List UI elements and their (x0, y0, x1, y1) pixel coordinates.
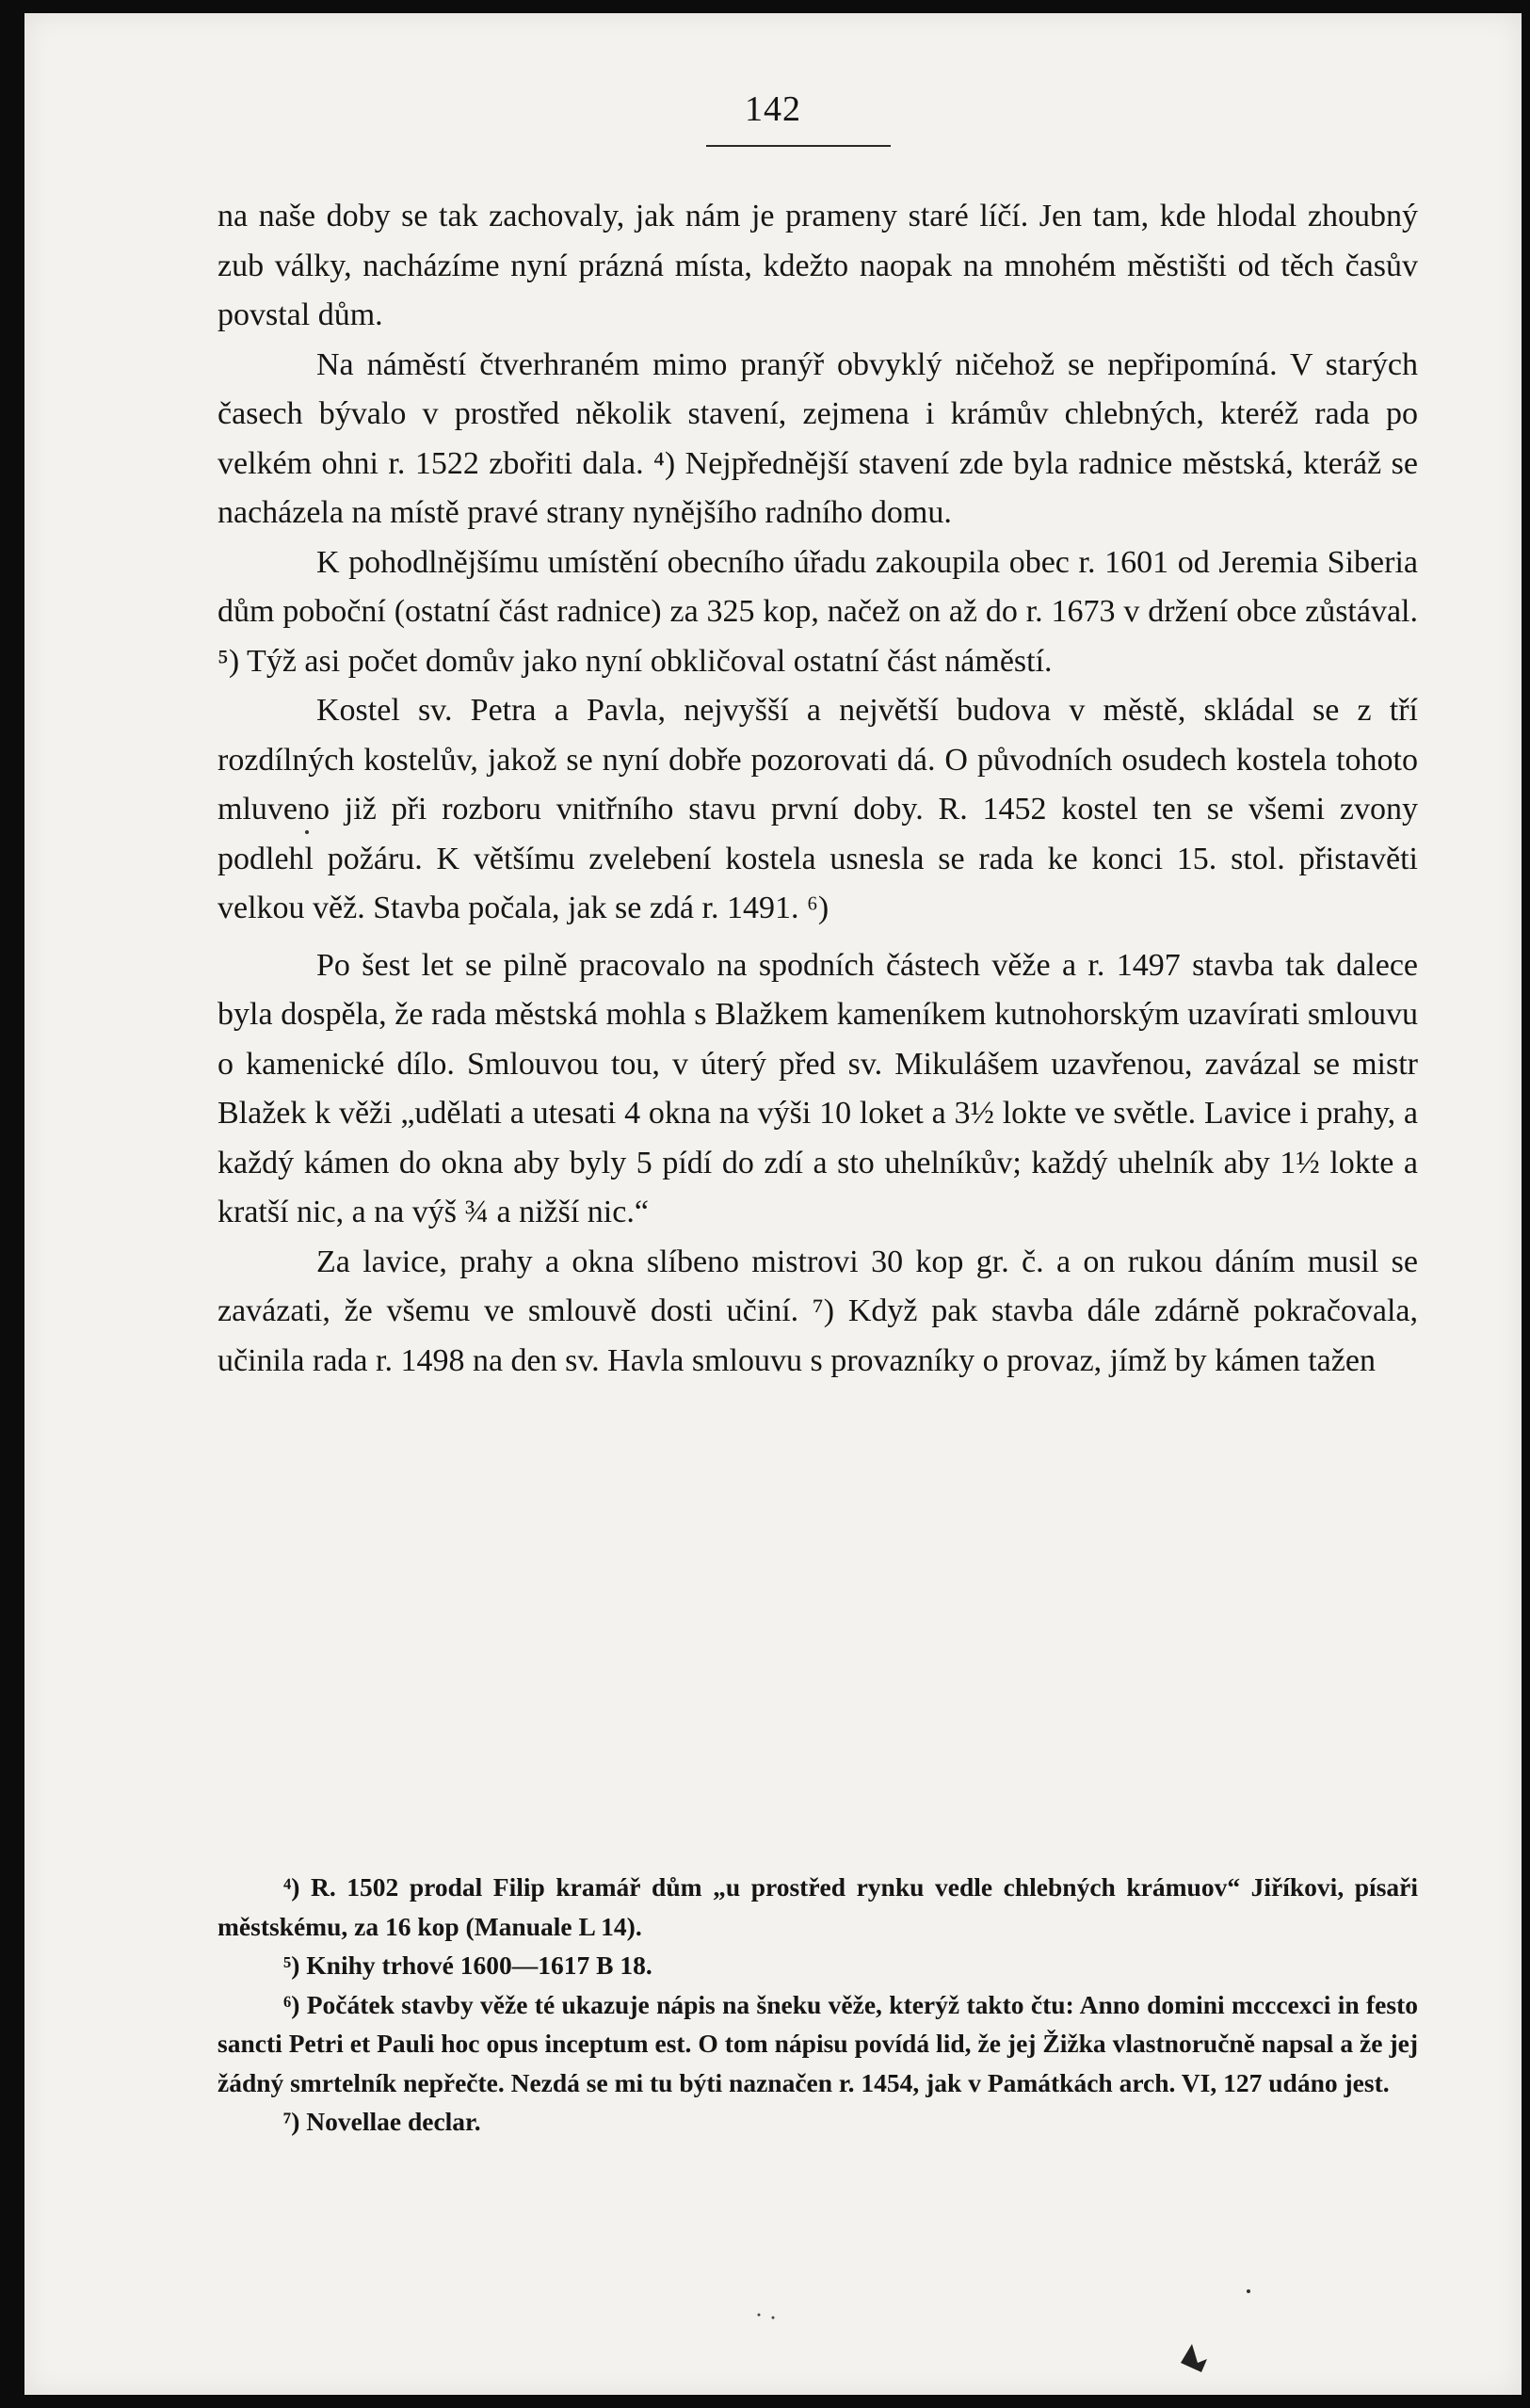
footnote: ⁷) Novellae declar. (283, 2107, 481, 2136)
paragraph: na naše doby se tak zachovaly, jak nám je prameny staré líčí. Jen tam, kde hlodal zhoubný zub války, nacházíme nyní prázná místa, kdežto naopak na mnohém městišti od těch časův povstal dům. (217, 199, 1418, 332)
paragraph: Po šest let se pilně pracovalo na spodních částech věže a r. 1497 stavba tak dalece byla dospěla, že rada městská mohla s Blažkem kameníkem kutnohorským uzavírati smlouvu o kamenické dílo. Smlouvou tou, v úterý před sv. Mikulášem uzavřenou, zavázal se mistr Blažek k věži „udělati a utesati 4 okna na výši 10 loket a 3½ lokte ve světle. Lavice i prahy, a každý kámen do okna aby byly 5 pídí do zdí a sto uhelníkův; každý uhelník aby 1½ lokte a kratší nic, a na výš ¾ a nižší nic.“ (217, 947, 1418, 1229)
body-text (217, 192, 1418, 1386)
paragraph: Kostel sv. Petra a Pavla, nejvyšší a největší budova v městě, skládal se z tří rozdílných kostelův, jakož se nyní dobře pozorovati dá. O původních osudech kostela tohoto mluveno již při rozboru vnitřního stavu první doby. R. 1452 kostel ten se všemi zvony podlehl požáru. K většímu zvelebení kostela usnesla se rada ke konci 15. stol. přistavěti velkou věž. Stavba počala, jak se zdá r. 1491. ⁶) (217, 693, 1418, 925)
page-number-rule (706, 145, 891, 147)
paragraph: K pohodlnějšímu umístění obecního úřadu zakoupila obec r. 1601 od Jeremia Siberia dům poboční (ostatní část radnice) za 325 kop, načež on až do r. 1673 v držení obce zůstával. ⁵) Týž asi počet domův jako nyní obkličoval ostatní část náměstí. (217, 544, 1418, 679)
paragraph: Na náměstí čtverhraném mimo pranýř obvyklý ničehož se nepřipomíná. V starých časech bývalo v prostřed několik stavení, zejmena i krámův chlebných, kteréž rada po velkém ohni r. 1522 zbořiti dala. ⁴) Nejpřednější stavení zde byla radnice městská, kteráž se nacházela na místě pravé strany nynějšího radního domu. (217, 346, 1418, 530)
ink-mark (1181, 2344, 1207, 2372)
footnote: ⁴) R. 1502 prodal Filip kramář dům „u prostřed rynku vedle chlebných krámuov“ Jiříkovi, písaři městskému, za 16 kop (Manuale L 14). (217, 1872, 1418, 1941)
scanned-page (24, 13, 1522, 2395)
footnote: ⁵) Knihy trhové 1600—1617 B 18. (283, 1950, 652, 1980)
page-number: 142 (745, 89, 801, 129)
speck (772, 2317, 775, 2320)
speck (1247, 2289, 1250, 2293)
footnote: ⁶) Počátek stavby věže té ukazuje nápis na šneku věže, kterýž takto čtu: Anno domini mcccexci in festo sancti Petri et Pauli hoc opus inceptum est. O tom nápisu povídá lid, že jej Žižka vlastnoručně napsal a že jej žádný smrtelník nepřečte. Nezdá se mi tu býti naznačen r. 1454, jak v Památkách arch. VI, 127 udáno jest. (217, 1989, 1418, 2097)
paragraph: Za lavice, prahy a okna slíbeno mistrovi 30 kop gr. č. a on rukou dáním musil se zavázati, že všemu ve smlouvě dosti učiní. ⁷) Když pak stavba dále zdárně pokračovala, učinila rada r. 1498 na den sv. Havla smlouvu s provazníky o provaz, jímž by kámen tažen (217, 1244, 1418, 1378)
speck (758, 2314, 761, 2317)
footnotes (217, 1868, 1418, 2142)
